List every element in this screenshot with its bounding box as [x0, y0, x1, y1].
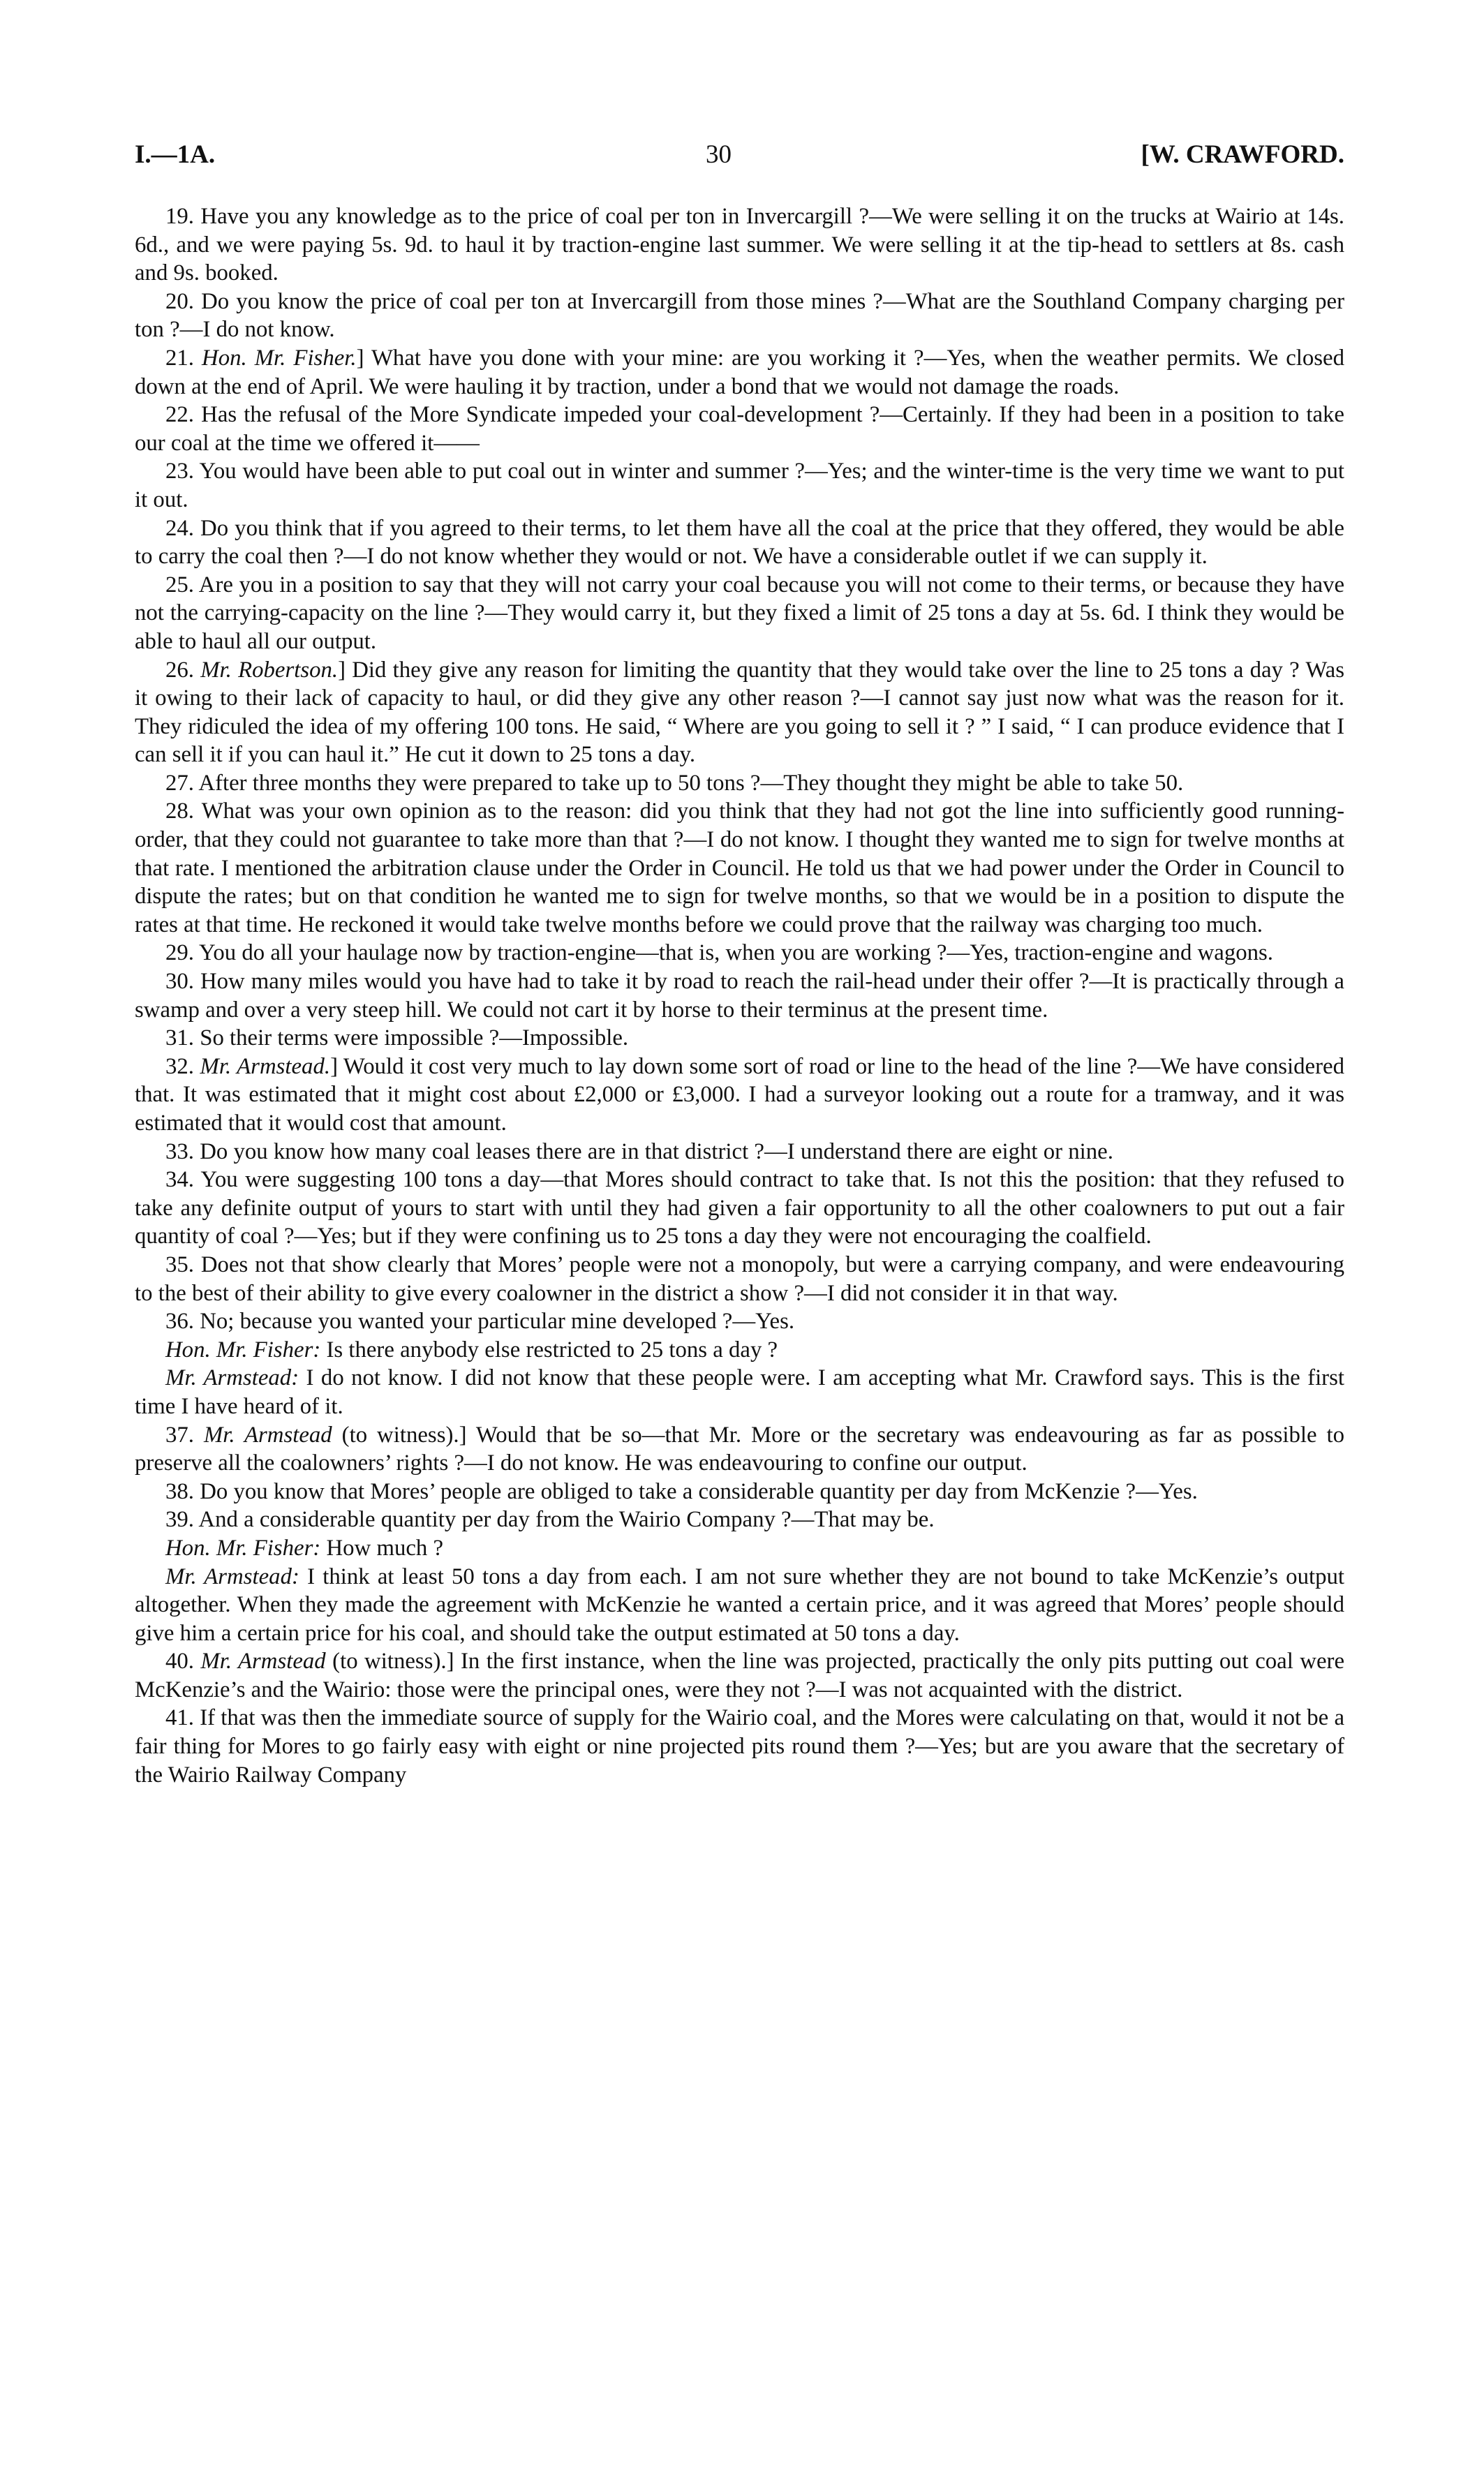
testimony-paragraph — [135, 939, 1344, 967]
question-number: 26. — [165, 657, 201, 683]
question-number: 34. — [165, 1167, 201, 1193]
paragraph-text: (to witness).] In the first instance, when the line was projected, practically the only pits putting out coal were McKenzie’s and the Wairio: those were the principal ones, were they not ?—I was not acquainted with the district. — [135, 1649, 1344, 1702]
testimony-paragraph — [135, 1364, 1344, 1420]
paragraph-text: Have you any knowledge as to the price of coal per ton in Invercargill ?—We were selling it on the trucks at Wairio at 14s. 6d., and we were paying 5s. 9d. to haul it by traction-engine last summer. We were selling it at the tip-head to settlers at 8s. cash and 9s. booked. — [135, 204, 1344, 286]
paragraph-text: I think at least 50 tons a day from each. I am not sure whether they are not bound to take McKenzie’s output altogether. When they made the agreement with McKenzie he wanted a certain price, and it was agreed that Mores’ people should give him a certain price for his coal, and should take the output estimated at 50 tons a day. — [135, 1564, 1344, 1646]
testimony-paragraph — [135, 1053, 1344, 1138]
question-number: 31. — [165, 1025, 200, 1051]
paragraph-text: You do all your haulage now by traction-engine—that is, when you are working ?—Yes, traction-engine and wagons. — [198, 940, 1274, 966]
question-number: 23. — [165, 459, 200, 484]
paragraph-text: (to witness).] Would that be so—that Mr. More or the secretary was endeavouring as far as possible to preserve all the coalowners’ rights ?—I do not know. He was endeavouring to confine our output. — [135, 1422, 1345, 1476]
paragraph-text: Is there anybody else restricted to 25 tons a day ? — [320, 1337, 778, 1362]
testimony-paragraph — [135, 571, 1344, 656]
paragraph-text: ] Did they give any reason for limiting the quantity that they would take over the line to 25 tons a day ? Was it owing to their lack of capacity to haul, or did they give any other reason ?—I cannot say just now what was the reason for it. They ridiculed the idea of my offering 100 tons. He said, “ Where are you going to sell it ? ” I said, “ I can produce evidence that I can sell it if you can haul it.” He cut it down to 25 tons a day. — [135, 657, 1344, 768]
paragraph-text: If that was then the immediate source of supply for the Wairio coal, and the Mores were calculating on that, would it not be a fair thing for Mores to go fairly easy with eight or nine projected pits round them ?—Yes; but are you aware that the secretary of the Wairio Railway Company — [135, 1705, 1344, 1788]
testimony-paragraph — [135, 1563, 1344, 1648]
question-number: 28. — [165, 799, 202, 824]
question-number: 36. — [165, 1309, 200, 1335]
testimony-paragraph — [135, 514, 1344, 571]
speaker-name: Hon. Mr. Fisher. — [202, 345, 357, 371]
testimony-paragraph — [135, 656, 1344, 769]
testimony-paragraph — [135, 1647, 1344, 1704]
page-number: 30 — [706, 140, 732, 169]
question-number: 19. — [165, 204, 201, 229]
paper-reference: I.—1A. — [135, 140, 216, 169]
question-number: 33. — [165, 1138, 200, 1164]
paragraph-text: I do not know. I did not know that these people were. I am accepting what Mr. Crawford says. This is the first time I have heard of it. — [135, 1365, 1344, 1419]
speaker-name: Mr. Armstead — [200, 1649, 326, 1674]
paragraph-text: You were suggesting 100 tons a day—that Mores should contract to take that. Is not this the position: that they refused to take any definite output of yours to start with until they had given a fair opportunity to all the other coalowners to put out a fair quantity of coal ?—Yes; but if they were confining us to 25 tons a day they were not encouraging the coalfield. — [135, 1167, 1345, 1249]
question-number: 21. — [165, 345, 202, 371]
paragraph-text: How much ? — [320, 1535, 444, 1561]
testimony-paragraph — [135, 1251, 1344, 1307]
speaker-name: Mr. Armstead — [203, 1422, 332, 1448]
paragraph-text: After three months they were prepared to take up to 50 tons ?—They thought they might be able to take 50. — [198, 770, 1184, 796]
witness-name: [W. CRAWFORD. — [1141, 140, 1344, 169]
paragraph-text: How many miles would you have had to take it by road to reach the rail-head under their offer ?—It is practically through a swamp and over a very steep hill. We could not cart it by horse to their terminus at the present time. — [135, 969, 1344, 1023]
paragraph-text: Has the refusal of the More Syndicate impeded your coal-development ?—Certainly. If they had been in a position to take our coal at the time we offered it—— — [135, 402, 1344, 456]
testimony-paragraph — [135, 1166, 1344, 1251]
speaker-name: Hon. Mr. Fisher: — [165, 1535, 321, 1561]
paragraph-text: Are you in a position to say that they will not carry your coal because you will not come to their terms, or because they have not the carrying-capacity on the line ?—They would carry it, but they fixed a limit of 25 tons a day at 5s. 6d. I think they would be able to haul all our output. — [135, 572, 1345, 654]
testimony-paragraph — [135, 401, 1344, 457]
question-number: 25. — [165, 572, 199, 597]
speaker-name: Mr. Robertson. — [200, 657, 339, 683]
testimony-paragraph — [135, 1024, 1344, 1053]
paragraph-text: What was your own opinion as to the reason: did you think that they had not got the line into sufficiently good running-order, that they could not guarantee to take more than that ?—I do not know. I thought they wanted me to sign for twelve months at that rate. I mentioned the arbitration clause under the Order in Council. He told us that we had power under the Order in Council to dispute the rates; but on that condition he wanted me to sign for twelve months, so that we would be in a position to dispute the rates at that time. He reckoned it would take twelve months before we could prove that the railway was charging too much. — [135, 799, 1344, 937]
speaker-name: Mr. Armstead: — [165, 1365, 299, 1391]
testimony-paragraph — [135, 1307, 1344, 1336]
speaker-name: Mr. Armstead. — [200, 1053, 331, 1079]
testimony-body — [135, 202, 1344, 1789]
testimony-paragraph — [135, 769, 1344, 798]
question-number: 20. — [165, 288, 202, 314]
testimony-paragraph — [135, 457, 1344, 514]
paragraph-text: Do you know the price of coal per ton at Invercargill from those mines ?—What are the Southland Company charging per ton ?—I do not know. — [135, 288, 1345, 343]
question-number: 39. — [165, 1507, 199, 1533]
paragraph-text: ] Would it cost very much to lay down some sort of road or line to the head of the line ?—We have considered that. It was estimated that it might cost about £2,000 or £3,000. I had a surveyor looking out a route for a tramway, and it was estimated that it would cost that amount. — [135, 1053, 1344, 1136]
question-number: 38. — [165, 1478, 200, 1504]
question-number: 32. — [165, 1053, 200, 1079]
testimony-paragraph — [135, 1534, 1344, 1563]
testimony-paragraph — [135, 1478, 1344, 1506]
testimony-paragraph — [135, 1138, 1344, 1166]
paragraph-text: And a considerable quantity per day from the Wairio Company ?—That may be. — [198, 1507, 935, 1533]
paragraph-text: Do you know that Mores’ people are obliged to take a considerable quantity per day from McKenzie ?—Yes. — [200, 1478, 1198, 1504]
testimony-paragraph — [135, 1336, 1344, 1365]
testimony-paragraph — [135, 967, 1344, 1024]
speaker-name: Hon. Mr. Fisher: — [165, 1337, 321, 1362]
question-number: 35. — [165, 1252, 201, 1277]
speaker-name: Mr. Armstead: — [165, 1564, 299, 1589]
question-number: 29. — [165, 940, 199, 966]
testimony-paragraph — [135, 797, 1344, 939]
paragraph-text: Does not that show clearly that Mores’ people were not a monopoly, but were a carrying company, and were endeavouring to the best of their ability to give every coalowner in the district a show ?—I did not consider it in that way. — [135, 1252, 1344, 1306]
testimony-paragraph — [135, 202, 1344, 288]
question-number: 27. — [165, 770, 199, 796]
question-number: 24. — [165, 515, 201, 541]
running-header — [135, 140, 1344, 183]
question-number: 41. — [165, 1705, 200, 1731]
testimony-paragraph — [135, 288, 1344, 344]
testimony-paragraph — [135, 344, 1344, 401]
question-number: 37. — [165, 1422, 204, 1448]
paragraph-text: Do you know how many coal leases there are in that district ?—I understand there are eight or nine. — [200, 1138, 1113, 1164]
paragraph-text: ] What have you done with your mine: are you working it ?—Yes, when the weather permits. We closed down at the end of April. We were hauling it by traction, under a bond that we would not damage the roads. — [135, 345, 1344, 399]
paragraph-text: Do you think that if you agreed to their terms, to let them have all the coal at the price that they offered, they would be able to carry the coal then ?—I do not know whether they would or not. We have a considerable outlet if we can supply it. — [135, 515, 1344, 570]
question-number: 30. — [165, 969, 200, 995]
testimony-paragraph — [135, 1506, 1344, 1534]
paragraph-text: No; because you wanted your particular mine developed ?—Yes. — [200, 1309, 795, 1335]
paragraph-text: You would have been able to put coal out in winter and summer ?—Yes; and the winter-time is the very time we want to put it out. — [135, 459, 1344, 512]
paragraph-text: So their terms were impossible ?—Impossible. — [200, 1025, 629, 1051]
question-number: 40. — [165, 1649, 201, 1674]
testimony-paragraph — [135, 1704, 1344, 1789]
testimony-paragraph — [135, 1421, 1344, 1478]
question-number: 22. — [165, 402, 202, 428]
